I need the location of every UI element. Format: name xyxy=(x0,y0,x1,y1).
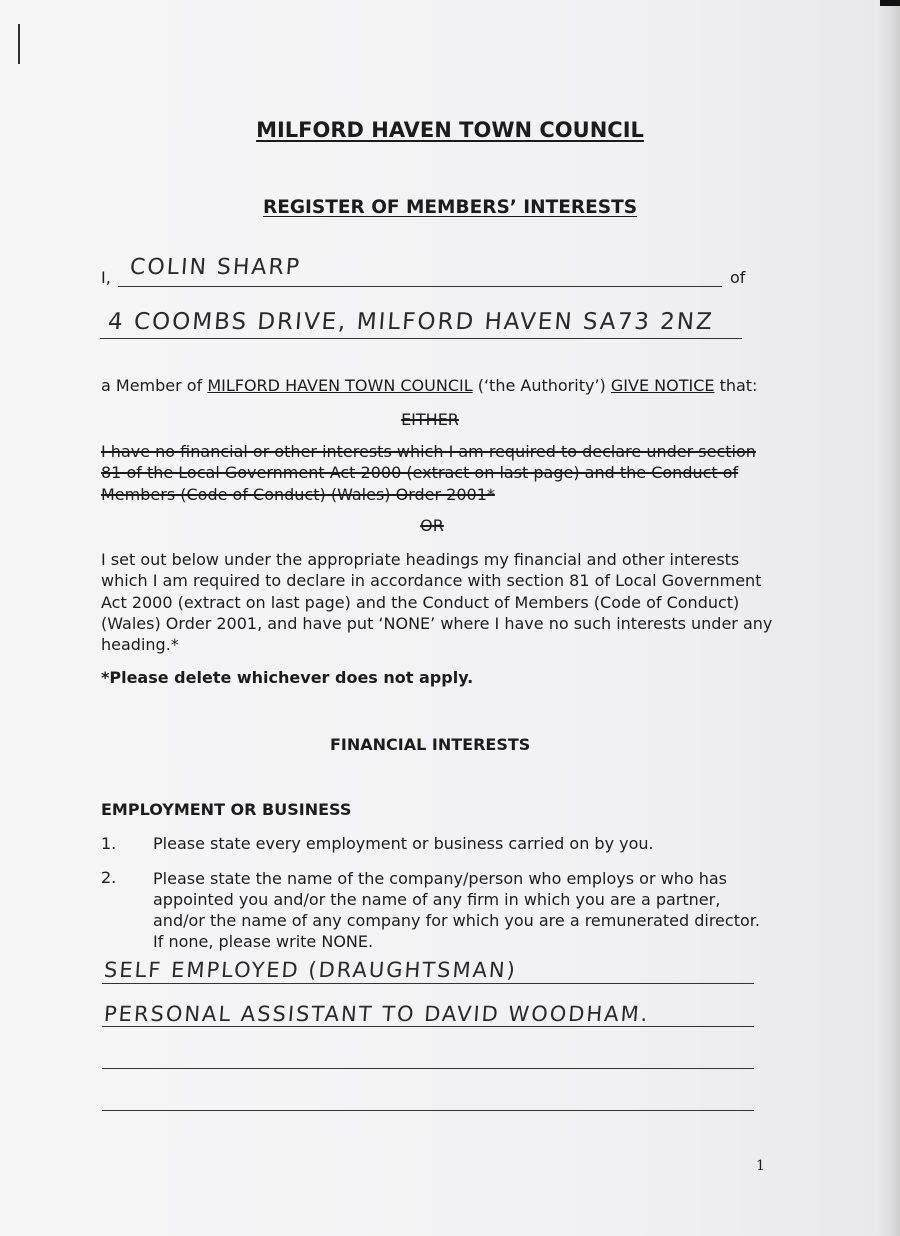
member-of-line xyxy=(101,376,757,395)
or-line-3: Act 2000 (extract on last page) and the Conduct of Members (Code of Conduct) xyxy=(101,593,740,612)
that-text: that: xyxy=(719,376,758,395)
or-line-1: I set out below under the appropriate headings my financial and other interests xyxy=(101,550,740,569)
page-edge-shadow xyxy=(878,0,900,1236)
scan-corner-mark xyxy=(880,0,900,6)
item-1-number: 1. xyxy=(101,834,117,853)
item-2-line-2: appointed you and/or the name of any firm in which you are a partner, xyxy=(153,890,721,909)
document-title: MILFORD HAVEN TOWN COUNCIL xyxy=(256,118,644,142)
item-1-text: Please state every employment or business carried on by you. xyxy=(153,834,654,853)
or-line-2: which I am required to declare in accordance with section 81 of Local Government xyxy=(101,571,762,590)
answer-line-4 xyxy=(102,1110,754,1111)
binding-mark xyxy=(18,24,20,64)
or-line-4: (Wales) Order 2001, and have put ‘NONE’ where I have no such interests under any xyxy=(101,614,773,633)
give-notice-text: GIVE NOTICE xyxy=(610,376,715,395)
member-name-handwritten: COLIN SHARP xyxy=(129,255,302,280)
item-2-line-4: If none, please write NONE. xyxy=(153,932,374,951)
address-fill-line xyxy=(100,338,742,339)
of-label: of xyxy=(730,268,746,287)
council-name: MILFORD HAVEN TOWN COUNCIL xyxy=(207,376,473,395)
financial-interests-heading: FINANCIAL INTERESTS xyxy=(330,735,531,754)
item-2-line-1: Please state the name of the company/person who employs or who has xyxy=(153,869,727,888)
or-label: OR xyxy=(420,516,444,535)
either-label-wrap xyxy=(0,410,900,429)
item-2-number: 2. xyxy=(101,868,117,887)
delete-note: *Please delete whichever does not apply. xyxy=(101,668,474,687)
or-label-wrap xyxy=(0,516,900,535)
page-number: 1 xyxy=(756,1158,765,1174)
either-line-1: I have no financial or other interests which I am required to declare under section xyxy=(101,442,756,461)
either-label: EITHER xyxy=(401,410,459,429)
answer-line-1 xyxy=(102,983,754,984)
item-2-line-3: and/or the name of any company for which you are a remunerated director. xyxy=(153,911,760,930)
either-line-2: 81 of the Local Government Act 2000 (extract on last page) and the Conduct of xyxy=(101,463,739,482)
answer-line-2 xyxy=(102,1026,754,1027)
authority-text: (‘the Authority’) xyxy=(477,376,606,395)
document-subtitle: REGISTER OF MEMBERS’ INTERESTS xyxy=(262,197,638,218)
answer-line-3 xyxy=(102,1068,754,1069)
declaration-prefix: I, xyxy=(101,268,111,287)
either-line-3: Members (Code of Conduct) (Wales) Order 2001* xyxy=(101,485,495,504)
employment-heading: EMPLOYMENT OR BUSINESS xyxy=(101,800,352,819)
answer-1-handwritten: SELF EMPLOYED (DRAUGHTSMAN) xyxy=(103,958,518,982)
member-of-text: a Member of xyxy=(101,376,203,395)
name-fill-line xyxy=(118,286,722,287)
or-line-5: heading.* xyxy=(101,635,179,654)
answer-2-handwritten: PERSONAL ASSISTANT TO DAVID WOODHAM. xyxy=(103,1002,651,1026)
member-address-handwritten: 4 COOMBS DRIVE, MILFORD HAVEN SA73 2NZ xyxy=(107,309,715,335)
